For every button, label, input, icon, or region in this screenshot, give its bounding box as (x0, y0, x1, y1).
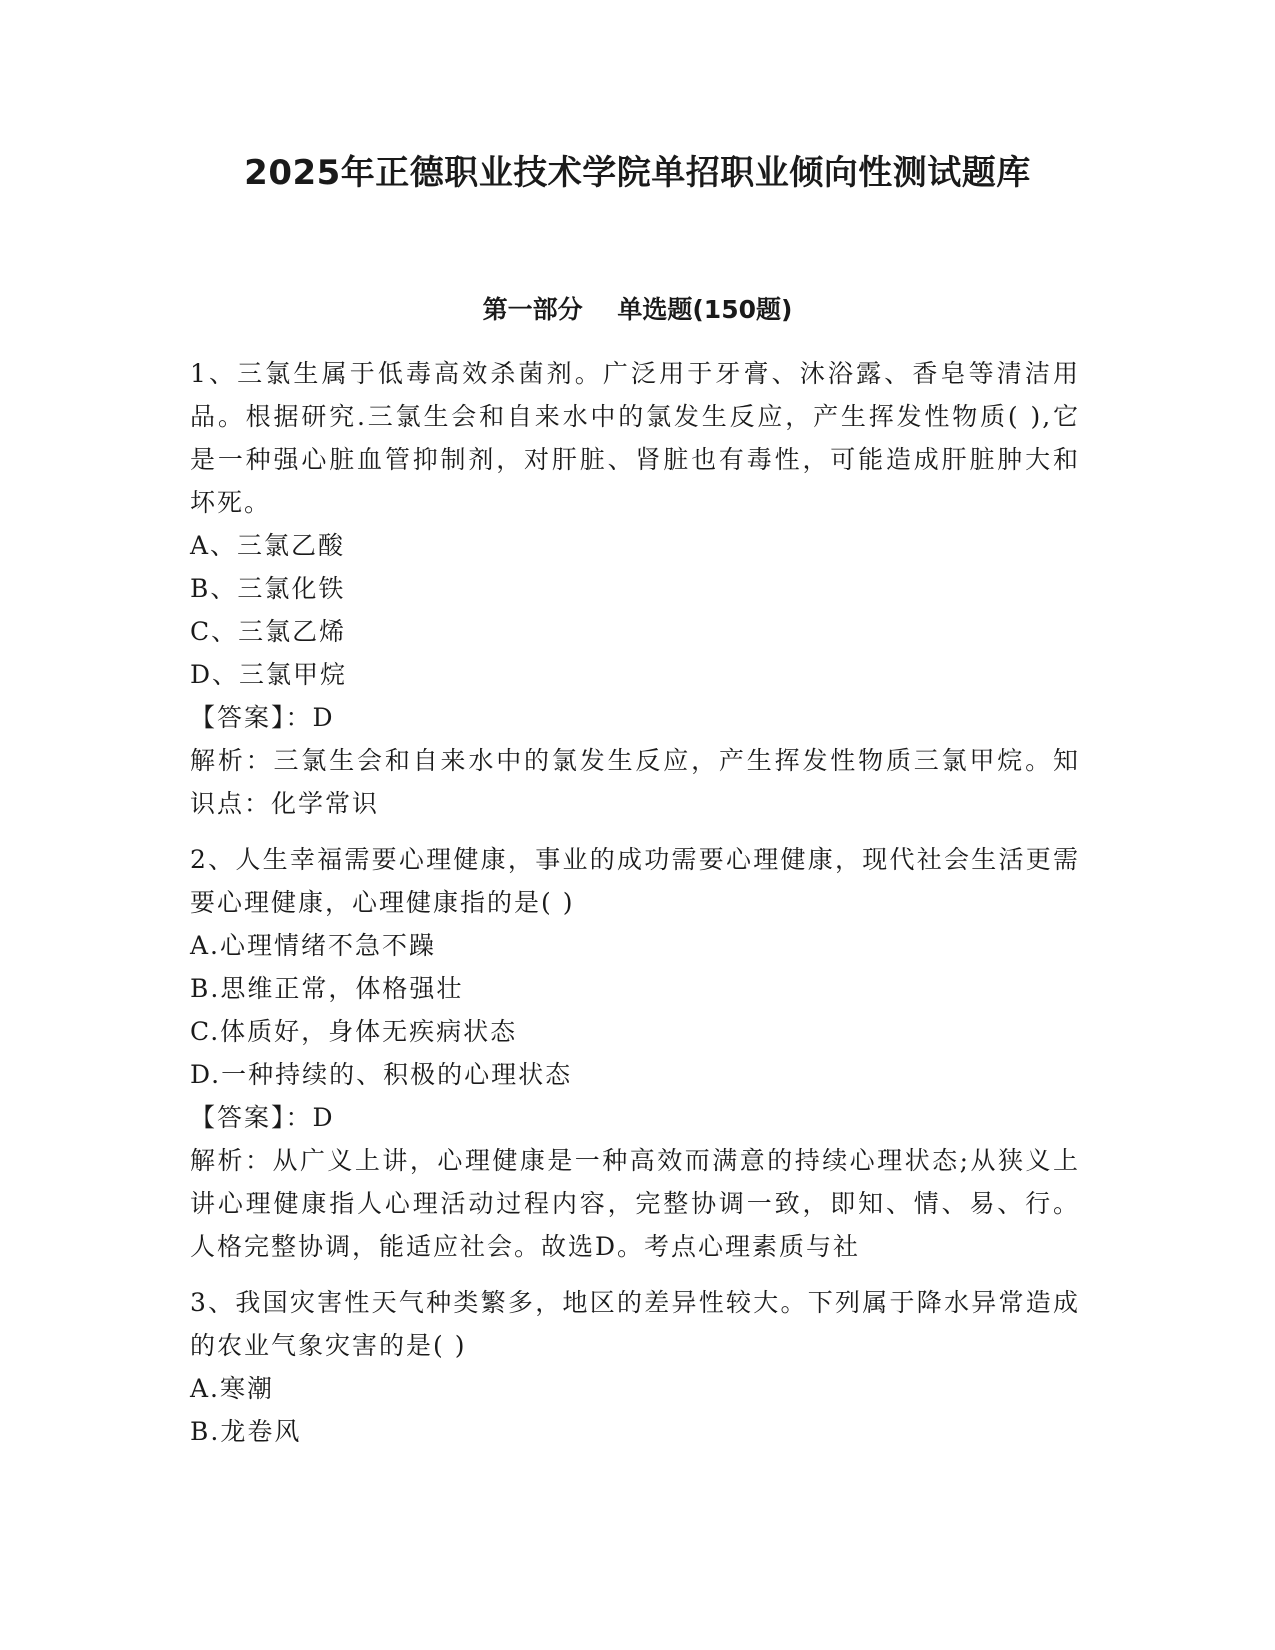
answer-line: 【答案】：D (190, 703, 335, 732)
option-b: B.思维正常，体格强壮 (190, 974, 464, 1003)
answer-line: 【答案】：D (190, 1103, 335, 1132)
option-c: C、三氯乙烯 (190, 617, 347, 646)
analysis-text: 解析：三氯生会和自来水中的氯发生反应，产生挥发性物质三氯甲烷。知识点：化学常识 (190, 746, 1080, 818)
option-d: D.一种持续的、积极的心理状态 (190, 1060, 573, 1089)
analysis-text: 解析：从广义上讲，心理健康是一种高效而满意的持续心理状态;从狭义上讲心理健康指人心理活动过程内容，完整协调一致，即知、情、易、行。人格完整协调，能适应社会。故选D。考点心理素质与社 (190, 1146, 1080, 1261)
section-title: 第一部分 单选题(150题) (482, 295, 793, 324)
document-title: 2025年正德职业技术学院单招职业倾向性测试题库 (244, 153, 1031, 193)
option-b: B、三氯化铁 (190, 574, 346, 603)
question-list (190, 352, 1080, 1466)
question-3 (190, 1281, 1080, 1453)
question-1 (190, 352, 1080, 825)
option-d: D、三氯甲烷 (190, 660, 348, 689)
option-a: A.寒潮 (190, 1374, 275, 1403)
question-stem: 1、三氯生属于低毒高效杀菌剂。广泛用于牙膏、沐浴露、香皂等清洁用品。根据研究.三氯生会和自来水中的氯发生反应，产生挥发性物质( ),它是一种强心脏血管抑制剂，对肝脏、肾脏也有毒性，可能造成肝脏肿大和坏死。 (190, 359, 1080, 517)
option-c: C.体质好，身体无疾病状态 (190, 1017, 518, 1046)
question-2 (190, 838, 1080, 1268)
option-b: B.龙卷风 (190, 1417, 302, 1446)
question-stem: 2、人生幸福需要心理健康，事业的成功需要心理健康，现代社会生活更需要心理健康，心理健康指的是( ) (190, 845, 1080, 917)
question-stem: 3、我国灾害性天气种类繁多，地区的差异性较大。下列属于降水异常造成的农业气象灾害的是( ) (190, 1288, 1080, 1360)
option-a: A、三氯乙酸 (190, 531, 346, 560)
option-a: A.心理情绪不急不躁 (190, 931, 437, 960)
